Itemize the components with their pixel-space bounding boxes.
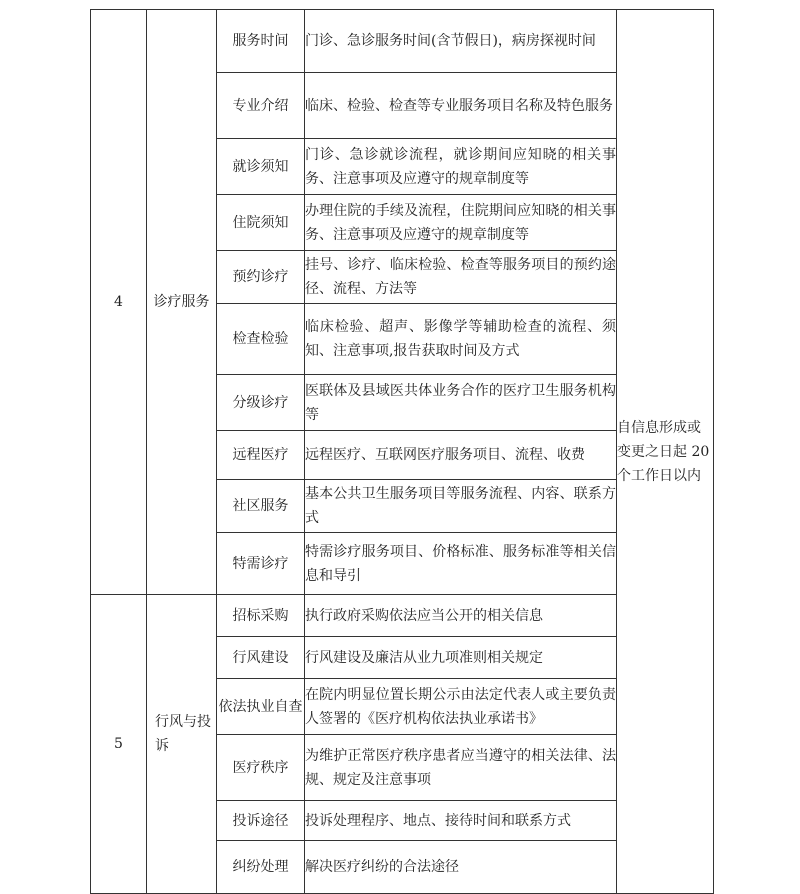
section-category: [147, 10, 217, 595]
section-number: 5: [91, 595, 147, 894]
item-name: 社区服务: [217, 480, 305, 533]
item-description: 临床、检验、检查等专业服务项目名称及特色服务: [305, 73, 617, 139]
item-description: 医联体及县域医共体业务合作的医疗卫生服务机构等: [305, 375, 617, 431]
item-name: 就诊须知: [217, 139, 305, 195]
item-description: 特需诊疗服务项目、价格标准、服务标准等相关信息和导引: [305, 533, 617, 595]
disclosure-table: [90, 9, 714, 894]
item-name: 分级诊疗: [217, 375, 305, 431]
item-description: 行风建设及廉洁从业九项准则相关规定: [305, 637, 617, 679]
item-description: 投诉处理程序、地点、接待时间和联系方式: [305, 801, 617, 841]
item-description: 挂号、诊疗、临床检验、检查等服务项目的预约途径、流程、方法等: [305, 251, 617, 304]
item-description: 解决医疗纠纷的合法途径: [305, 841, 617, 894]
item-description: 为维护正常医疗秩序患者应当遵守的相关法律、法规、规定及注意事项: [305, 735, 617, 801]
section-number: 4: [91, 10, 147, 595]
table-row: [91, 10, 714, 73]
category-label: 诊疗服务: [153, 294, 210, 310]
disclosure-timing: 自信息形成或变更之日起 20 个工作日以内: [617, 10, 714, 894]
item-name: 纠纷处理: [217, 841, 305, 894]
item-name: 行风建设: [217, 637, 305, 679]
item-name: 预约诊疗: [217, 251, 305, 304]
section-category: [147, 595, 217, 894]
item-description: 在院内明显位置长期公示由法定代表人或主要负责人签署的《医疗机构依法执业承诺书》: [305, 679, 617, 735]
item-description: 执行政府采购依法应当公开的相关信息: [305, 595, 617, 637]
item-name: 服务时间: [217, 10, 305, 73]
item-description: 办理住院的手续及流程，住院期间应知晓的相关事务、注意事项及应遵守的规章制度等: [305, 195, 617, 251]
item-name: 依法执业自查: [217, 679, 305, 735]
item-name: 医疗秩序: [217, 735, 305, 801]
category-label: 行风与投诉: [155, 714, 211, 754]
item-description: 临床检验、超声、影像学等辅助检查的流程、须知、注意事项,报告获取时间及方式: [305, 304, 617, 375]
item-name: 远程医疗: [217, 431, 305, 480]
item-description: 基本公共卫生服务项目等服务流程、内容、联系方式: [305, 480, 617, 533]
item-name: 专业介绍: [217, 73, 305, 139]
item-description: 远程医疗、互联网医疗服务项目、流程、收费: [305, 431, 617, 480]
item-name: 检查检验: [217, 304, 305, 375]
item-description: 门诊、急诊就诊流程，就诊期间应知晓的相关事务、注意事项及应遵守的规章制度等: [305, 139, 617, 195]
item-name: 特需诊疗: [217, 533, 305, 595]
item-name: 招标采购: [217, 595, 305, 637]
item-name: 住院须知: [217, 195, 305, 251]
item-description: 门诊、急诊服务时间(含节假日)，病房探视时间: [305, 10, 617, 73]
item-name: 投诉途径: [217, 801, 305, 841]
